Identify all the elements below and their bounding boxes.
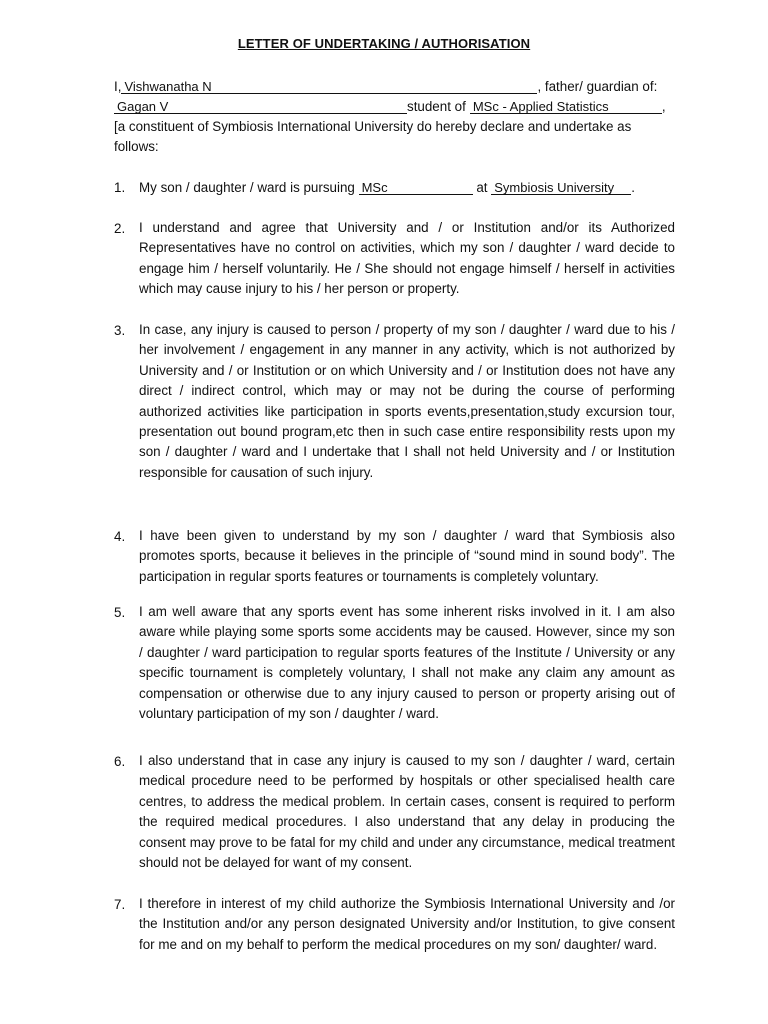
intro-line-1 — [114, 79, 657, 94]
i-prefix: I, — [114, 79, 122, 94]
parent-name-field: Vishwanatha N — [121, 80, 537, 94]
item-5-text: I am well aware that any sports event has some inherent risks involved in it. I am also aware while playing some sports some accidents may be caused. However, since my son / daughter / ward participation to regular sports features of the Institute / University or any specific tournament is completely voluntary, I shall not make any claim any amount as compensation or otherwise due to any injury caused to person or property arising out of voluntary participation of my son / daughter / ward. — [139, 604, 675, 722]
item-2-text: I understand and agree that University and / or Institution and/or its Authorized Representatives have no control on activities, which my son / daughter / ward decide to engage him / herself voluntarily. He / She should not engage himself / herself in activities which may cause injury to his / her person or property. — [139, 220, 675, 297]
document-title: LETTER OF UNDERTAKING / AUTHORISATION — [237, 36, 531, 51]
at-label: at — [476, 180, 488, 195]
item-1-number: 1. — [114, 180, 126, 195]
item-7-text: I therefore in interest of my child authorize the Symbiosis International University and /or the Institution and/or any person designated University and/or Institution, to give consent for me and on my behalf to perform the medical procedures on my son/ daughter/ ward. — [139, 896, 675, 952]
ward-name-field: Gagan V — [114, 100, 407, 114]
student-of-label: student of — [407, 99, 466, 114]
item-6-number: 6. — [114, 754, 126, 769]
item-1-period: . — [631, 180, 635, 195]
intro-line-2 — [114, 99, 666, 114]
item-2-number: 2. — [114, 221, 126, 236]
item-5-number: 5. — [114, 605, 126, 620]
item-6-text: I also understand that in case any injury is caused to my son / daughter / ward, certain medical procedure need to be performed by hospitals or other specialised health care centres, to address the medical problem. In certain cases, consent is required to perform the required medical procedures. I also understand that any delay in producing the consent may prove to be fatal for my child and under any circumstance, medical treatment should not be delayed for want of my consent. — [139, 753, 675, 871]
intro-line-3: [a constituent of Symbiosis International University do hereby declare and undertake as — [114, 119, 632, 134]
course-field: MSc — [359, 181, 473, 195]
item-3-number: 3. — [114, 323, 126, 338]
item-7-number: 7. — [114, 897, 126, 912]
item-1-text — [139, 180, 635, 195]
programme-field: MSc - Applied Statistics — [470, 100, 662, 114]
father-guardian-label: , father/ guardian of: — [537, 79, 658, 94]
intro-comma: , — [661, 99, 666, 114]
intro-line-4: follows: — [114, 139, 159, 154]
item-4-text: I have been given to understand by my son / daughter / ward that Symbiosis also promotes sports, because it believes in the principle of “sound mind in sound body”. The participation in regular sports features or tournaments is completely voluntary. — [139, 528, 675, 584]
pursuing-label: My son / daughter / ward is pursuing — [139, 180, 355, 195]
item-4-number: 4. — [114, 529, 126, 544]
item-3-text: In case, any injury is caused to person / property of my son / daughter / ward due to his / her involvement / engagement in any manner in any activity, which is not authorized by University and / or Institution or on which University and / or Institution does not have any direct / indirect control, which may or may not be during the course of performing authorized activities like participation in sports events,presentation,study excursion tour, presentation out bound program,etc then in such case entire responsibility rests upon my son / daughter / ward and I undertake that I shall not held University and / or Institution responsible for causation of such injury. — [139, 322, 675, 480]
institution-field: Symbiosis University — [491, 181, 631, 195]
